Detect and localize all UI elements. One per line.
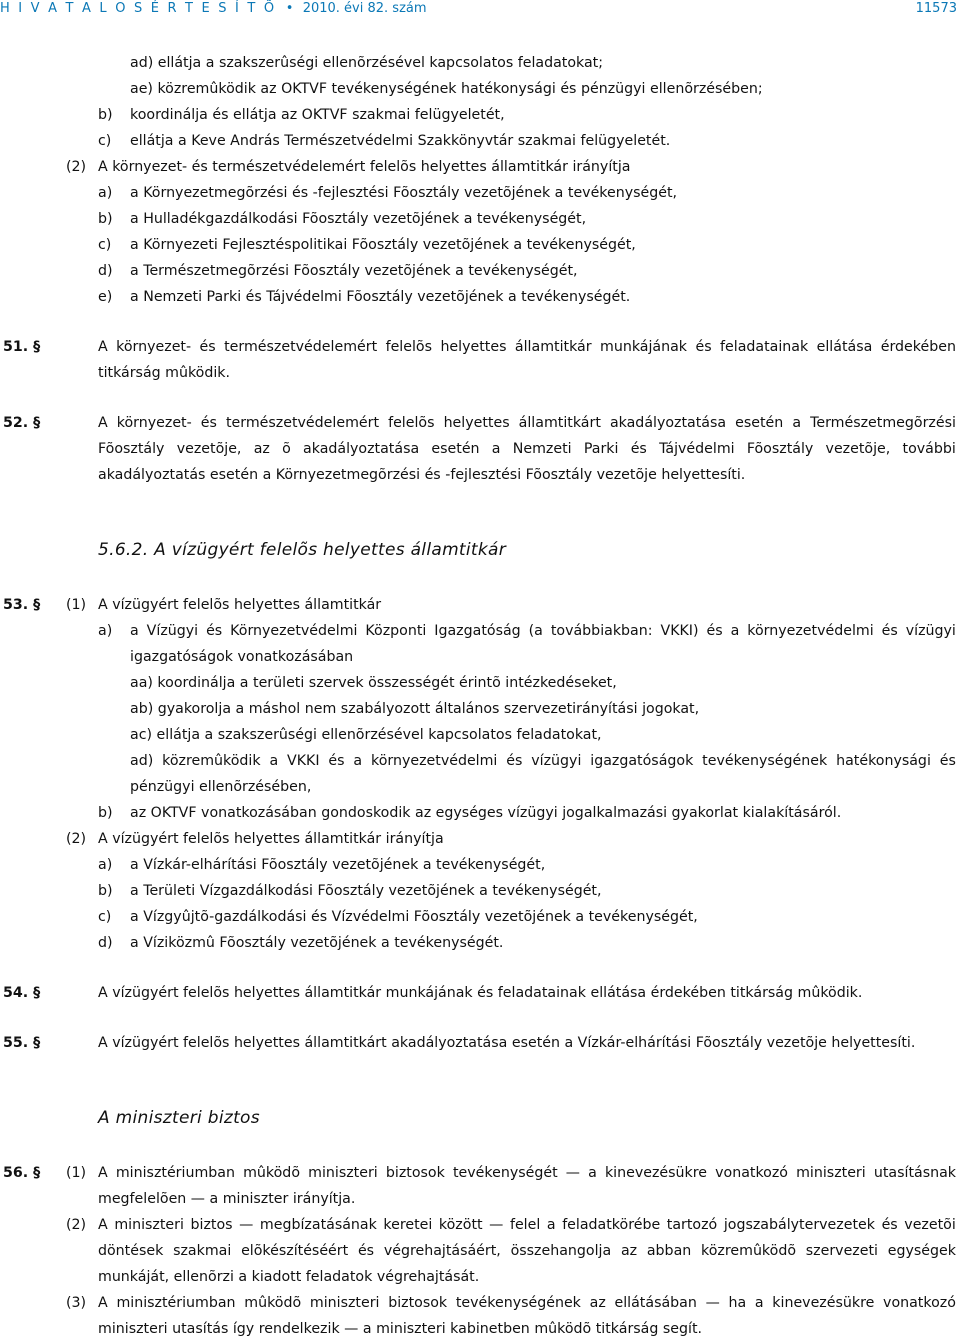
- header-bullet: •: [285, 1, 294, 16]
- paragraph-label: (2): [66, 831, 87, 847]
- item-label: a): [98, 857, 113, 873]
- sub-item-text: ad) közremûködik a VKKI és a környezetvédelmi és vízügyi igazgatóságok tevékenységének hatékonysági és: [130, 753, 956, 769]
- item-text: a Vízkár-elhárítási Fõosztály vezetõjének a tevékenységét,: [130, 857, 546, 873]
- item-text: igazgatóságok vonatkozásában: [130, 649, 354, 665]
- section-number: 51. §: [3, 339, 41, 355]
- sub-item-text: ac) ellátja a szakszerûségi ellenõrzésével kapcsolatos feladatokat,: [130, 727, 602, 743]
- paragraph-label: (1): [66, 1165, 87, 1181]
- item-label: a): [98, 185, 113, 201]
- item-text: a Környezeti Fejlesztéspolitikai Fõosztály vezetõjének a tevékenységét,: [130, 237, 636, 253]
- paragraph-label: (1): [66, 597, 87, 613]
- item-text: ae) közremûködik az OKTVF tevékenységének hatékonysági és pénzügyi ellenõrzésében;: [130, 81, 763, 97]
- section-text: A környezet- és természetvédelemért felelõs helyettes államtitkár munkájának és feladatainak ellátása érdekében: [98, 339, 956, 355]
- item-text: a Nemzeti Parki és Tájvédelmi Fõosztály vezetõjének a tevékenységét.: [130, 289, 631, 305]
- item-text: ad) ellátja a szakszerûségi ellenõrzésével kapcsolatos feladatokat;: [130, 55, 604, 71]
- item-text: a Természetmegõrzési Fõosztály vezetõjének a tevékenységét,: [130, 263, 578, 279]
- section-number: 52. §: [3, 415, 41, 431]
- paragraph-text: A vízügyért felelõs helyettes államtitkár: [98, 597, 382, 613]
- section-number: 53. §: [3, 597, 41, 613]
- item-label: e): [98, 289, 113, 305]
- page-number: 11573: [915, 1, 957, 16]
- section-text: Fõosztály vezetõje, az õ akadályoztatása esetén a Nemzeti Parki és Tájvédelmi Fõosztály vezetõje, további: [98, 441, 956, 457]
- section-heading: A miniszteri biztos: [98, 1108, 260, 1128]
- section-text: A vízügyért felelõs helyettes államtitkárt akadályoztatása esetén a Vízkár-elhárítási Fõosztály vezetõje helyettesíti.: [98, 1035, 916, 1051]
- item-label: c): [98, 909, 112, 925]
- paragraph-text: A környezet- és természetvédelemért felelõs helyettes államtitkár irányítja: [98, 159, 631, 175]
- journal-name: H I V A T A L O S É R T E S Í T Õ: [0, 1, 277, 16]
- section-number: 55. §: [3, 1035, 41, 1051]
- page-header: [0, 0, 960, 16]
- item-label: b): [98, 211, 113, 227]
- item-label: b): [98, 883, 113, 899]
- paragraph-text: megfelelõen — a miniszter irányítja.: [98, 1191, 356, 1207]
- sub-item-text: ab) gyakorolja a máshol nem szabályozott általános szervezetirányítási jogokat,: [130, 701, 700, 717]
- paragraph-text: A minisztériumban mûködõ miniszteri biztosok tevékenységét — a kinevezésükre vonatkozó miniszteri utasításnak: [98, 1165, 956, 1181]
- item-label: a): [98, 623, 113, 639]
- item-label: d): [98, 263, 113, 279]
- item-text: a Környezetmegõrzési és -fejlesztési Fõosztály vezetõjének a tevékenységét,: [130, 185, 678, 201]
- item-text: koordinálja és ellátja az OKTVF szakmai felügyeletét,: [130, 107, 505, 123]
- item-text: az OKTVF vonatkozásában gondoskodik az egységes vízügyi jogalkalmazási gyakorlat kialakításáról.: [130, 805, 842, 821]
- paragraph-text: A minisztériumban mûködõ miniszteri biztosok tevékenységének az ellátásában — ha a kinevezésükre vonatkozó: [98, 1295, 956, 1311]
- sub-item-text: pénzügyi ellenõrzésében,: [130, 779, 312, 795]
- item-text: a Víziközmû Fõosztály vezetõjének a tevékenységét.: [130, 935, 504, 951]
- section-number: 56. §: [3, 1165, 41, 1181]
- paragraph-text: miniszteri utasítás így rendelkezik — a miniszteri kabinetben mûködõ titkárság segít.: [98, 1321, 703, 1337]
- item-text: ellátja a Keve András Természetvédelmi Szakkönyvtár szakmai felügyeletét.: [130, 133, 671, 149]
- section-text: A környezet- és természetvédelemért felelõs helyettes államtitkárt akadályoztatása esetén a Természetmegõrzési: [98, 415, 956, 431]
- paragraph-label: (2): [66, 159, 87, 175]
- paragraph-text: döntések szakmai elõkészítéséért és végrehajtásáért, összehangolja az abban közremûködõ szervezeti egységek: [98, 1243, 956, 1259]
- item-text: a Vízgyûjtõ-gazdálkodási és Vízvédelmi Fõosztály vezetõjének a tevékenységét,: [130, 909, 698, 925]
- item-label: b): [98, 107, 113, 123]
- item-label: c): [98, 133, 112, 149]
- journal-title: [0, 1, 427, 16]
- sub-item-text: aa) koordinálja a területi szervek összességét érintõ intézkedéseket,: [130, 675, 617, 691]
- section-text: akadályoztatás esetén a Környezetmegõrzési és -fejlesztési Fõosztály vezetõje helyettesíti.: [98, 467, 746, 483]
- issue-number: 2010. évi 82. szám: [302, 1, 427, 16]
- section-text: titkárság mûködik.: [98, 365, 231, 381]
- paragraph-text: A miniszteri biztos — megbízatásának keretei között — felel a feladatkörébe tartozó jogszabálytervezetek és vezetõi: [98, 1217, 956, 1233]
- item-label: b): [98, 805, 113, 821]
- paragraph-label: (2): [66, 1217, 87, 1233]
- item-text: a Területi Vízgazdálkodási Fõosztály vezetõjének a tevékenységét,: [130, 883, 602, 899]
- paragraph-text: A vízügyért felelõs helyettes államtitkár irányítja: [98, 831, 444, 847]
- section-text: A vízügyért felelõs helyettes államtitkár munkájának és feladatainak ellátása érdekében titkárság mûködik.: [98, 985, 863, 1001]
- paragraph-label: (3): [66, 1295, 87, 1311]
- section-heading: 5.6.2. A vízügyért felelõs helyettes államtitkár: [98, 540, 507, 560]
- section-number: 54. §: [3, 985, 41, 1001]
- paragraph-text: munkáját, ellenõrzi a kiadott feladatok végrehajtását.: [98, 1269, 480, 1285]
- item-label: c): [98, 237, 112, 253]
- item-text: a Hulladékgazdálkodási Fõosztály vezetõjének a tevékenységét,: [130, 211, 587, 227]
- item-label: d): [98, 935, 113, 951]
- item-text: a Vízügyi és Környezetvédelmi Központi Igazgatóság (a továbbiakban: VKKI) és a környezetvédelmi és vízügyi: [130, 623, 956, 639]
